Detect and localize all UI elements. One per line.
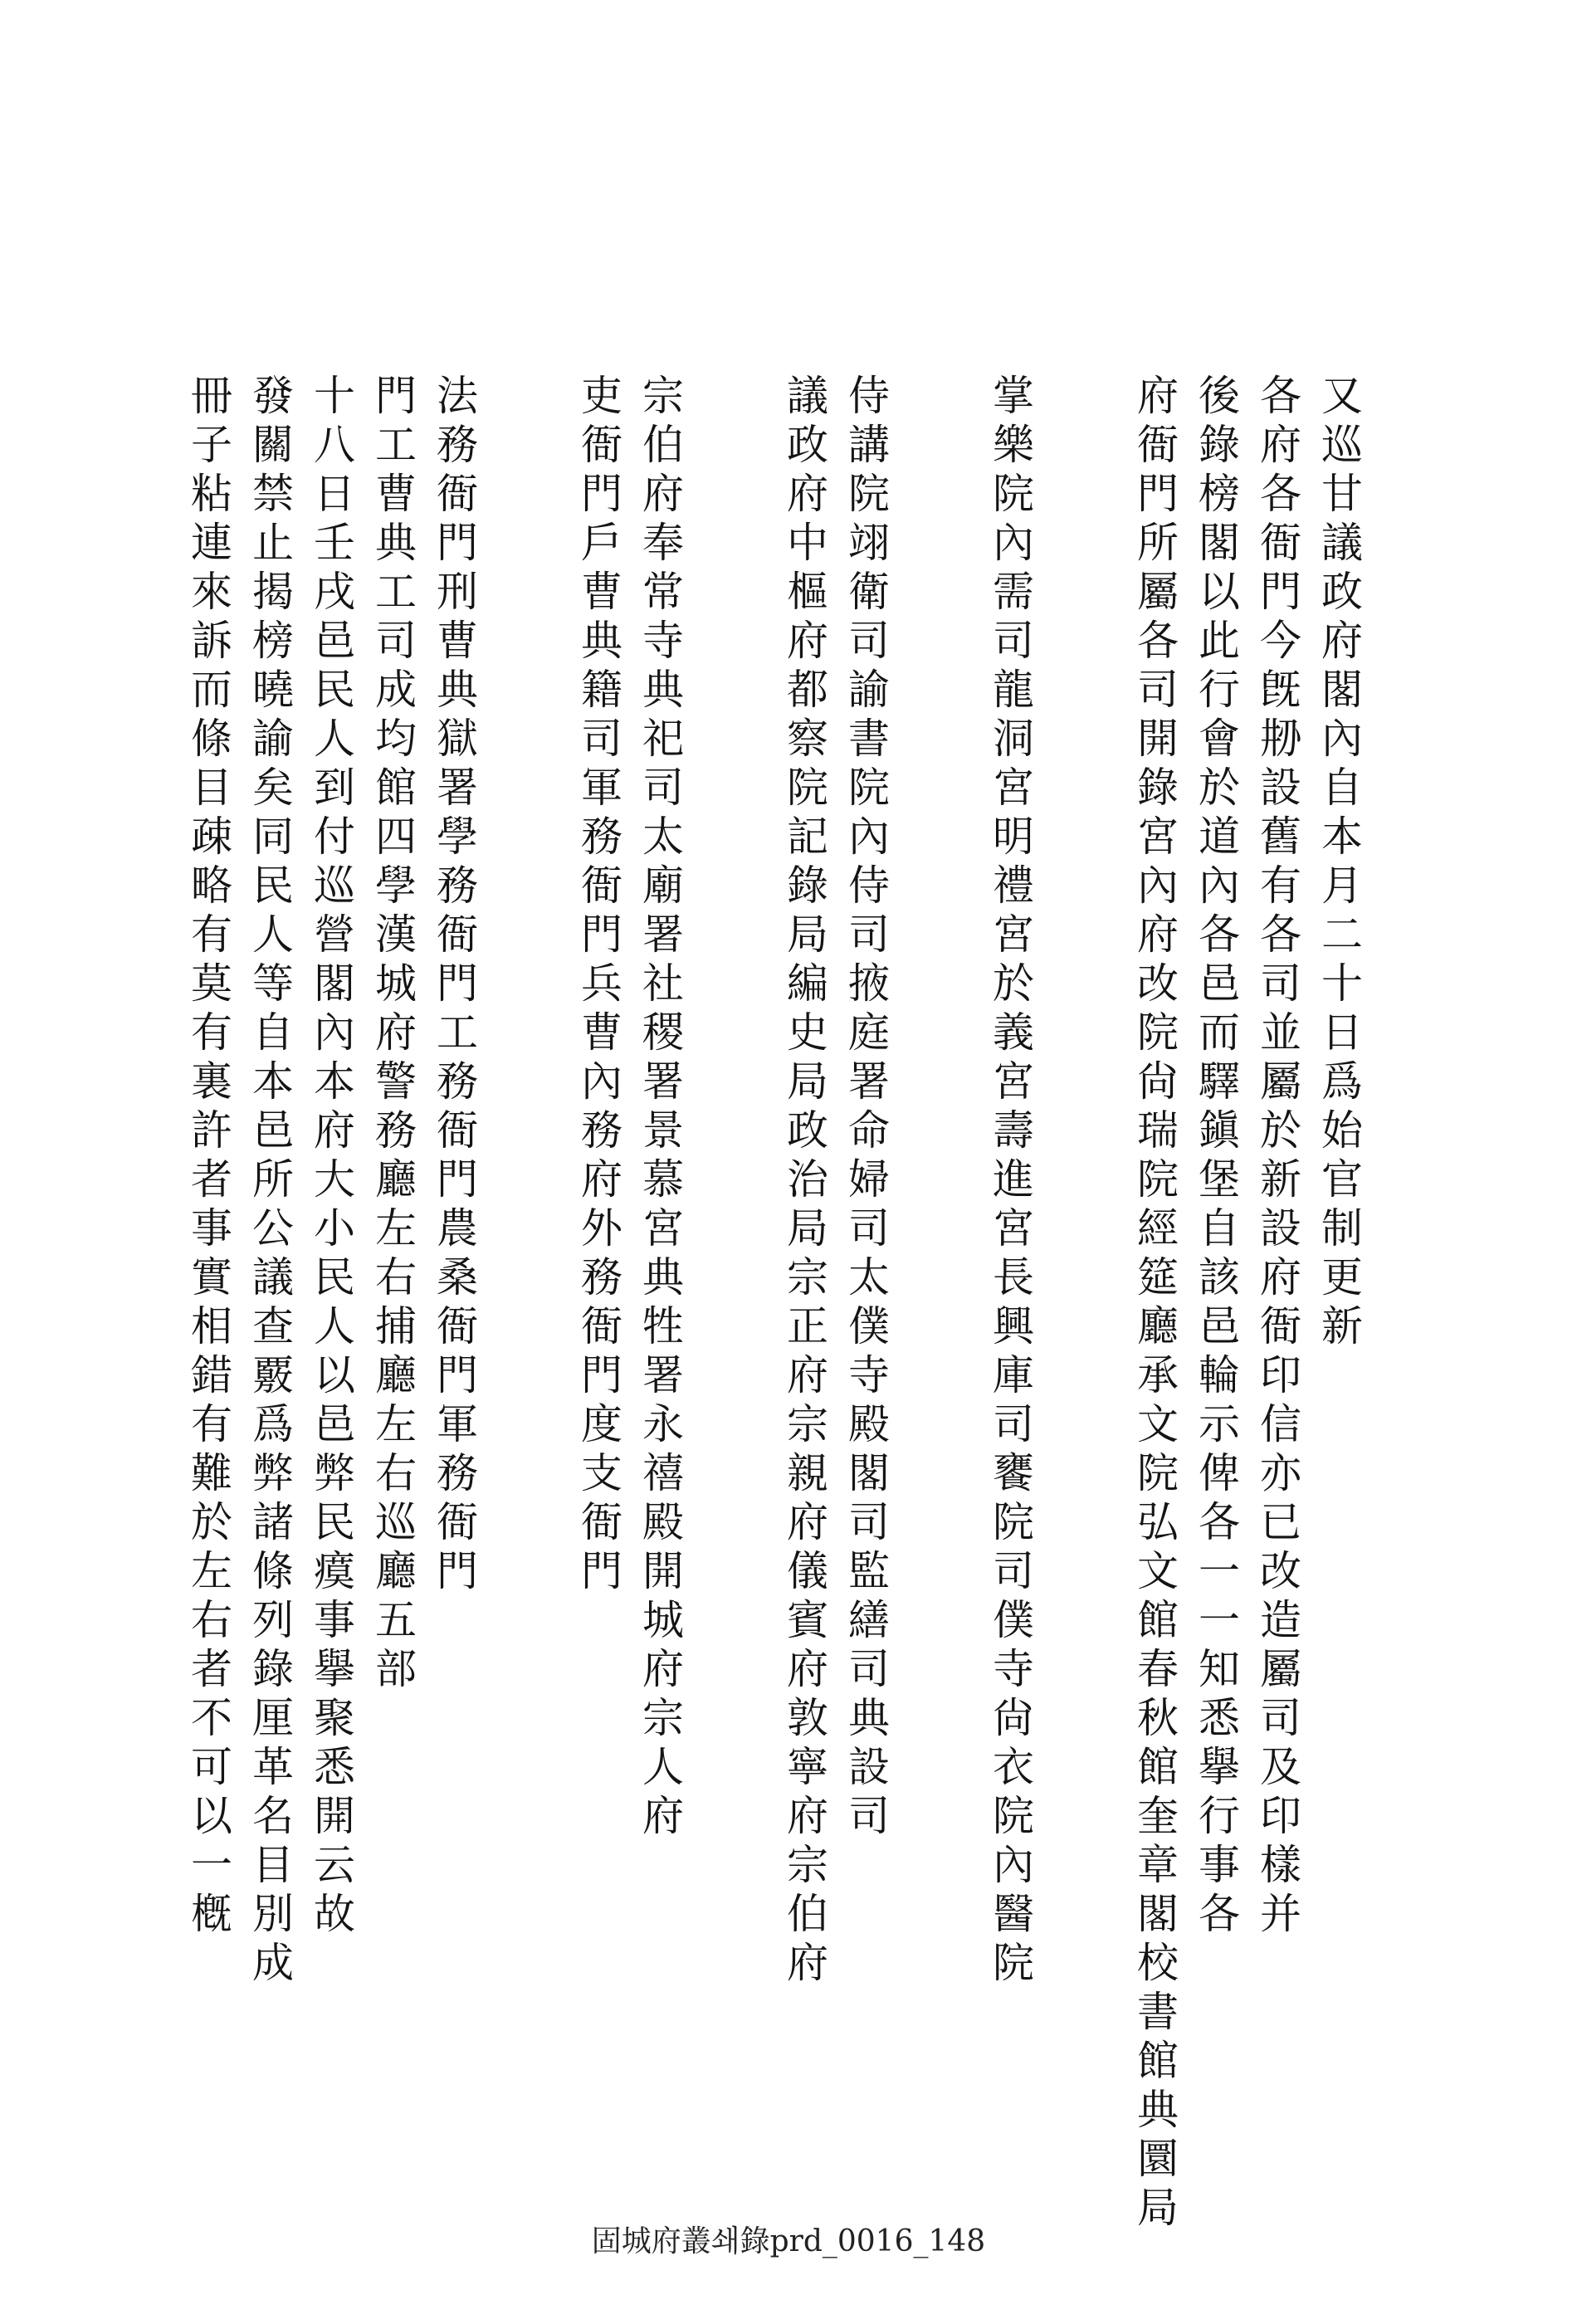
text-column-11: 門工曹典工司成均館四學漢城府警務廳左右捕廳左右巡廳五部 <box>369 374 417 1696</box>
text-column-14: 冊子粘連來訴而條目疎略有莫有裏許者事實相錯有難於左右者不可以一槪 <box>184 374 232 1941</box>
text-column-1: 又巡甘議政府閣內自本月二十日爲始官制更新 <box>1315 374 1363 1353</box>
text-column-9: 吏衙門戶曹典籍司軍務衙門兵曹內務府外務衙門度支衙門 <box>574 374 622 1598</box>
handwritten-manuscript <box>184 374 1370 2234</box>
text-column-3: 後錄榜閣以此行會於道內各邑而驛鎭堡自該邑輪示俾各一一知悉擧行事各 <box>1192 374 1240 1941</box>
text-column-10: 法務衙門刑曹典獄署學務衙門工務衙門農桑衙門軍務衙門 <box>430 374 478 1598</box>
text-column-4: 府衙門所屬各司開錄宮內府改院尙瑞院經筵廳承文院弘文館春秋館奎章閣校書館典圜局 <box>1130 374 1179 2234</box>
text-column-7: 議政府中樞府都察院記錄局編史局政治局宗正府宗親府儀賓府敦寧府宗伯府 <box>780 374 828 1990</box>
text-column-2: 各府各衙門今旣刱設舊有各司並屬於新設府衙印信亦已改造屬司及印樣并 <box>1253 374 1301 1941</box>
text-column-5: 掌樂院內需司龍洞宮明禮宮於義宮壽進宮長興庫司饔院司僕寺尙衣院內醫院 <box>986 374 1034 1990</box>
text-column-6: 侍講院翊衛司諭書院內侍司掖庭署命婦司太僕寺殿閣司監繕司典設司 <box>842 374 890 1843</box>
text-column-12: 十八日壬戌邑民人到付巡營閣內本府大小民人以邑弊民瘼事擧聚悉開云故 <box>307 374 355 1941</box>
text-column-13: 發關禁止揭榜曉諭矣同民人等自本邑所公議查覈爲弊諸條列錄厘革名目別成 <box>246 374 294 1990</box>
page-caption: 固城府叢쇄錄prd_0016_148 <box>591 2224 986 2258</box>
text-column-8: 宗伯府奉常寺典祀司太廟署社稷署景慕宮典牲署永禧殿開城府宗人府 <box>636 374 684 1843</box>
